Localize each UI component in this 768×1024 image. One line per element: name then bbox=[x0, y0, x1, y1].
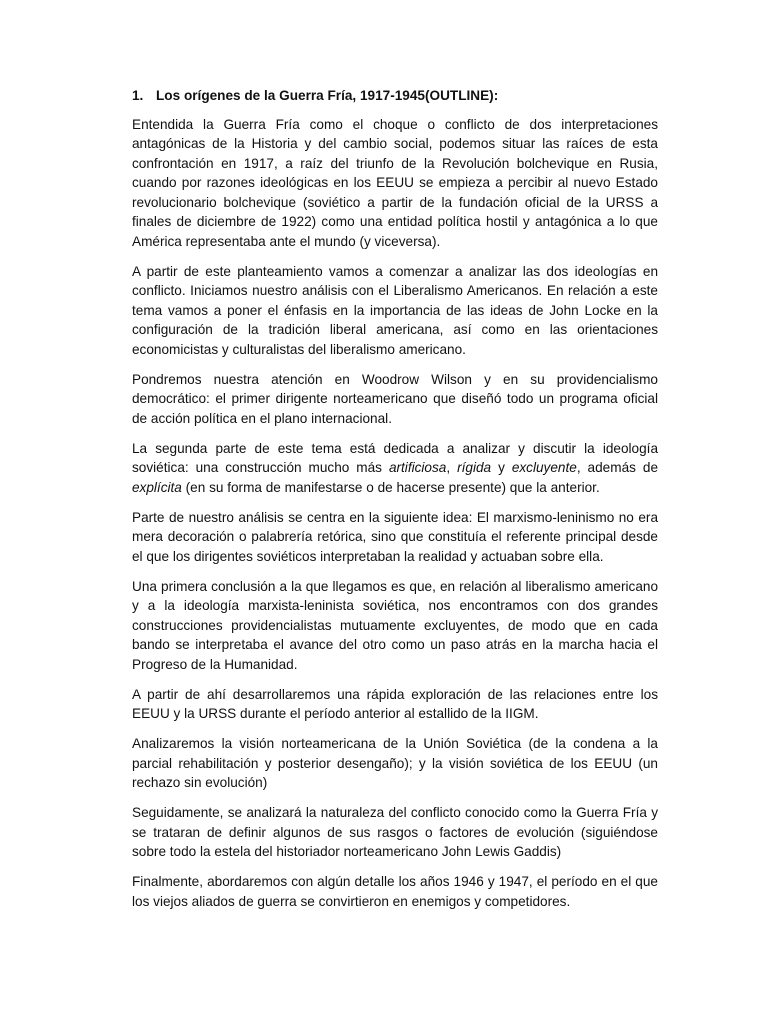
paragraph-9: Seguidamente, se analizará la naturaleza del conflicto conocido como la Guerra Fría y se trataran de definir algunos de sus rasgos o factores de evolución (siguiéndose sobre todo la estela del historiador norteamericano John Lewis Gaddis) bbox=[132, 805, 658, 859]
paragraph-3: Pondremos nuestra atención en Woodrow Wilson y en su providencialismo democrático: el primer dirigente norteamericano que diseñó todo un programa oficial de acción política en el plano internacional. bbox=[132, 371, 658, 426]
paragraph-1: Entendida la Guerra Fría como el choque o conflicto de dos interpretaciones antagónicas de la Historia y del cambio social, podemos situar las raíces de esta confrontación en 1917, a raíz del triunfo de la Revolución bolchevique en Rusia, cuando por razones ideológicas en los EEUU se empieza a percibir al nuevo Estado revolucionario bolchevique (soviético a partir de la fundación oficial de la URSS a finales de diciembre de 1922) como una entidad política hostil y antagónica a lo que América representaba ante el mundo (y viceversa). bbox=[132, 116, 658, 249]
paragraph-4-text-e: (en su forma de manifestarse o de hacerse presente) que la anterior. bbox=[181, 479, 600, 495]
section-number: 1. bbox=[132, 88, 144, 103]
paragraph-8: Analizaremos la visión norteamericana de la Unión Soviética (de la condena a la parcial rehabilitación y posterior desengaño); y la visión soviética de los EEUU (un rechazo sin evolución) bbox=[132, 736, 658, 790]
paragraph-6: Una primera conclusión a la que llegamos es que, en relación al liberalismo americano y a la ideología marxista-leninista soviética, nos encontramos con dos grandes construcciones providencialistas mutuamente excluyentes, de modo que en cada bando se interpretaba el avance del otro como un paso atrás en la marcha hacia el Progreso de la Humanidad. bbox=[132, 578, 658, 672]
paragraph-4 bbox=[132, 439, 658, 498]
paragraph-7: A partir de ahí desarrollaremos una rápida exploración de las relaciones entre los EEUU y la URSS durante el período anterior al estallido de la IIGM. bbox=[132, 686, 658, 721]
paragraph-10: Finalmente, abordaremos con algún detalle los años 1946 y 1947, el período en el que los viejos aliados de guerra se convirtieron en enemigos y competidores. bbox=[132, 874, 658, 909]
paragraph-5: Parte de nuestro análisis se centra en la siguiente idea: El marxismo-leninismo no era mera decoración o palabrería retórica, sino que constituía el referente principal desde el que los dirigentes soviéticos interpretaban la realidad y actuaban sobre ella. bbox=[132, 509, 658, 564]
italic-term-explicita: explícita bbox=[132, 479, 182, 495]
paragraph-4-text-a: La segunda parte de este tema está dedicada a analizar y discutir la ideología soviética: una construcción mucho más bbox=[132, 440, 658, 475]
italic-term-rigida: rígida bbox=[457, 460, 492, 475]
paragraph-4-text-c: y bbox=[491, 460, 512, 475]
italic-term-excluyente: excluyente bbox=[511, 460, 577, 475]
italic-term-artificiosa: artificiosa bbox=[388, 460, 447, 475]
section-title: Los orígenes de la Guerra Fría, 1917-1945(OUTLINE): bbox=[156, 88, 499, 103]
paragraph-4-text-d: , además de bbox=[576, 460, 658, 475]
section-heading bbox=[132, 86, 658, 106]
paragraph-4-text-b: , bbox=[446, 460, 458, 475]
paragraph-2: A partir de este planteamiento vamos a comenzar a analizar las dos ideologías en conflicto. Iniciamos nuestro análisis con el Liberalismo Americanos. En relación a este tema vamos a poner el énfasis en la importancia de las ideas de John Locke en la configuración de la tradición liberal americana, así como en las orientaciones economicistas y culturalistas del liberalismo americano. bbox=[132, 263, 658, 357]
